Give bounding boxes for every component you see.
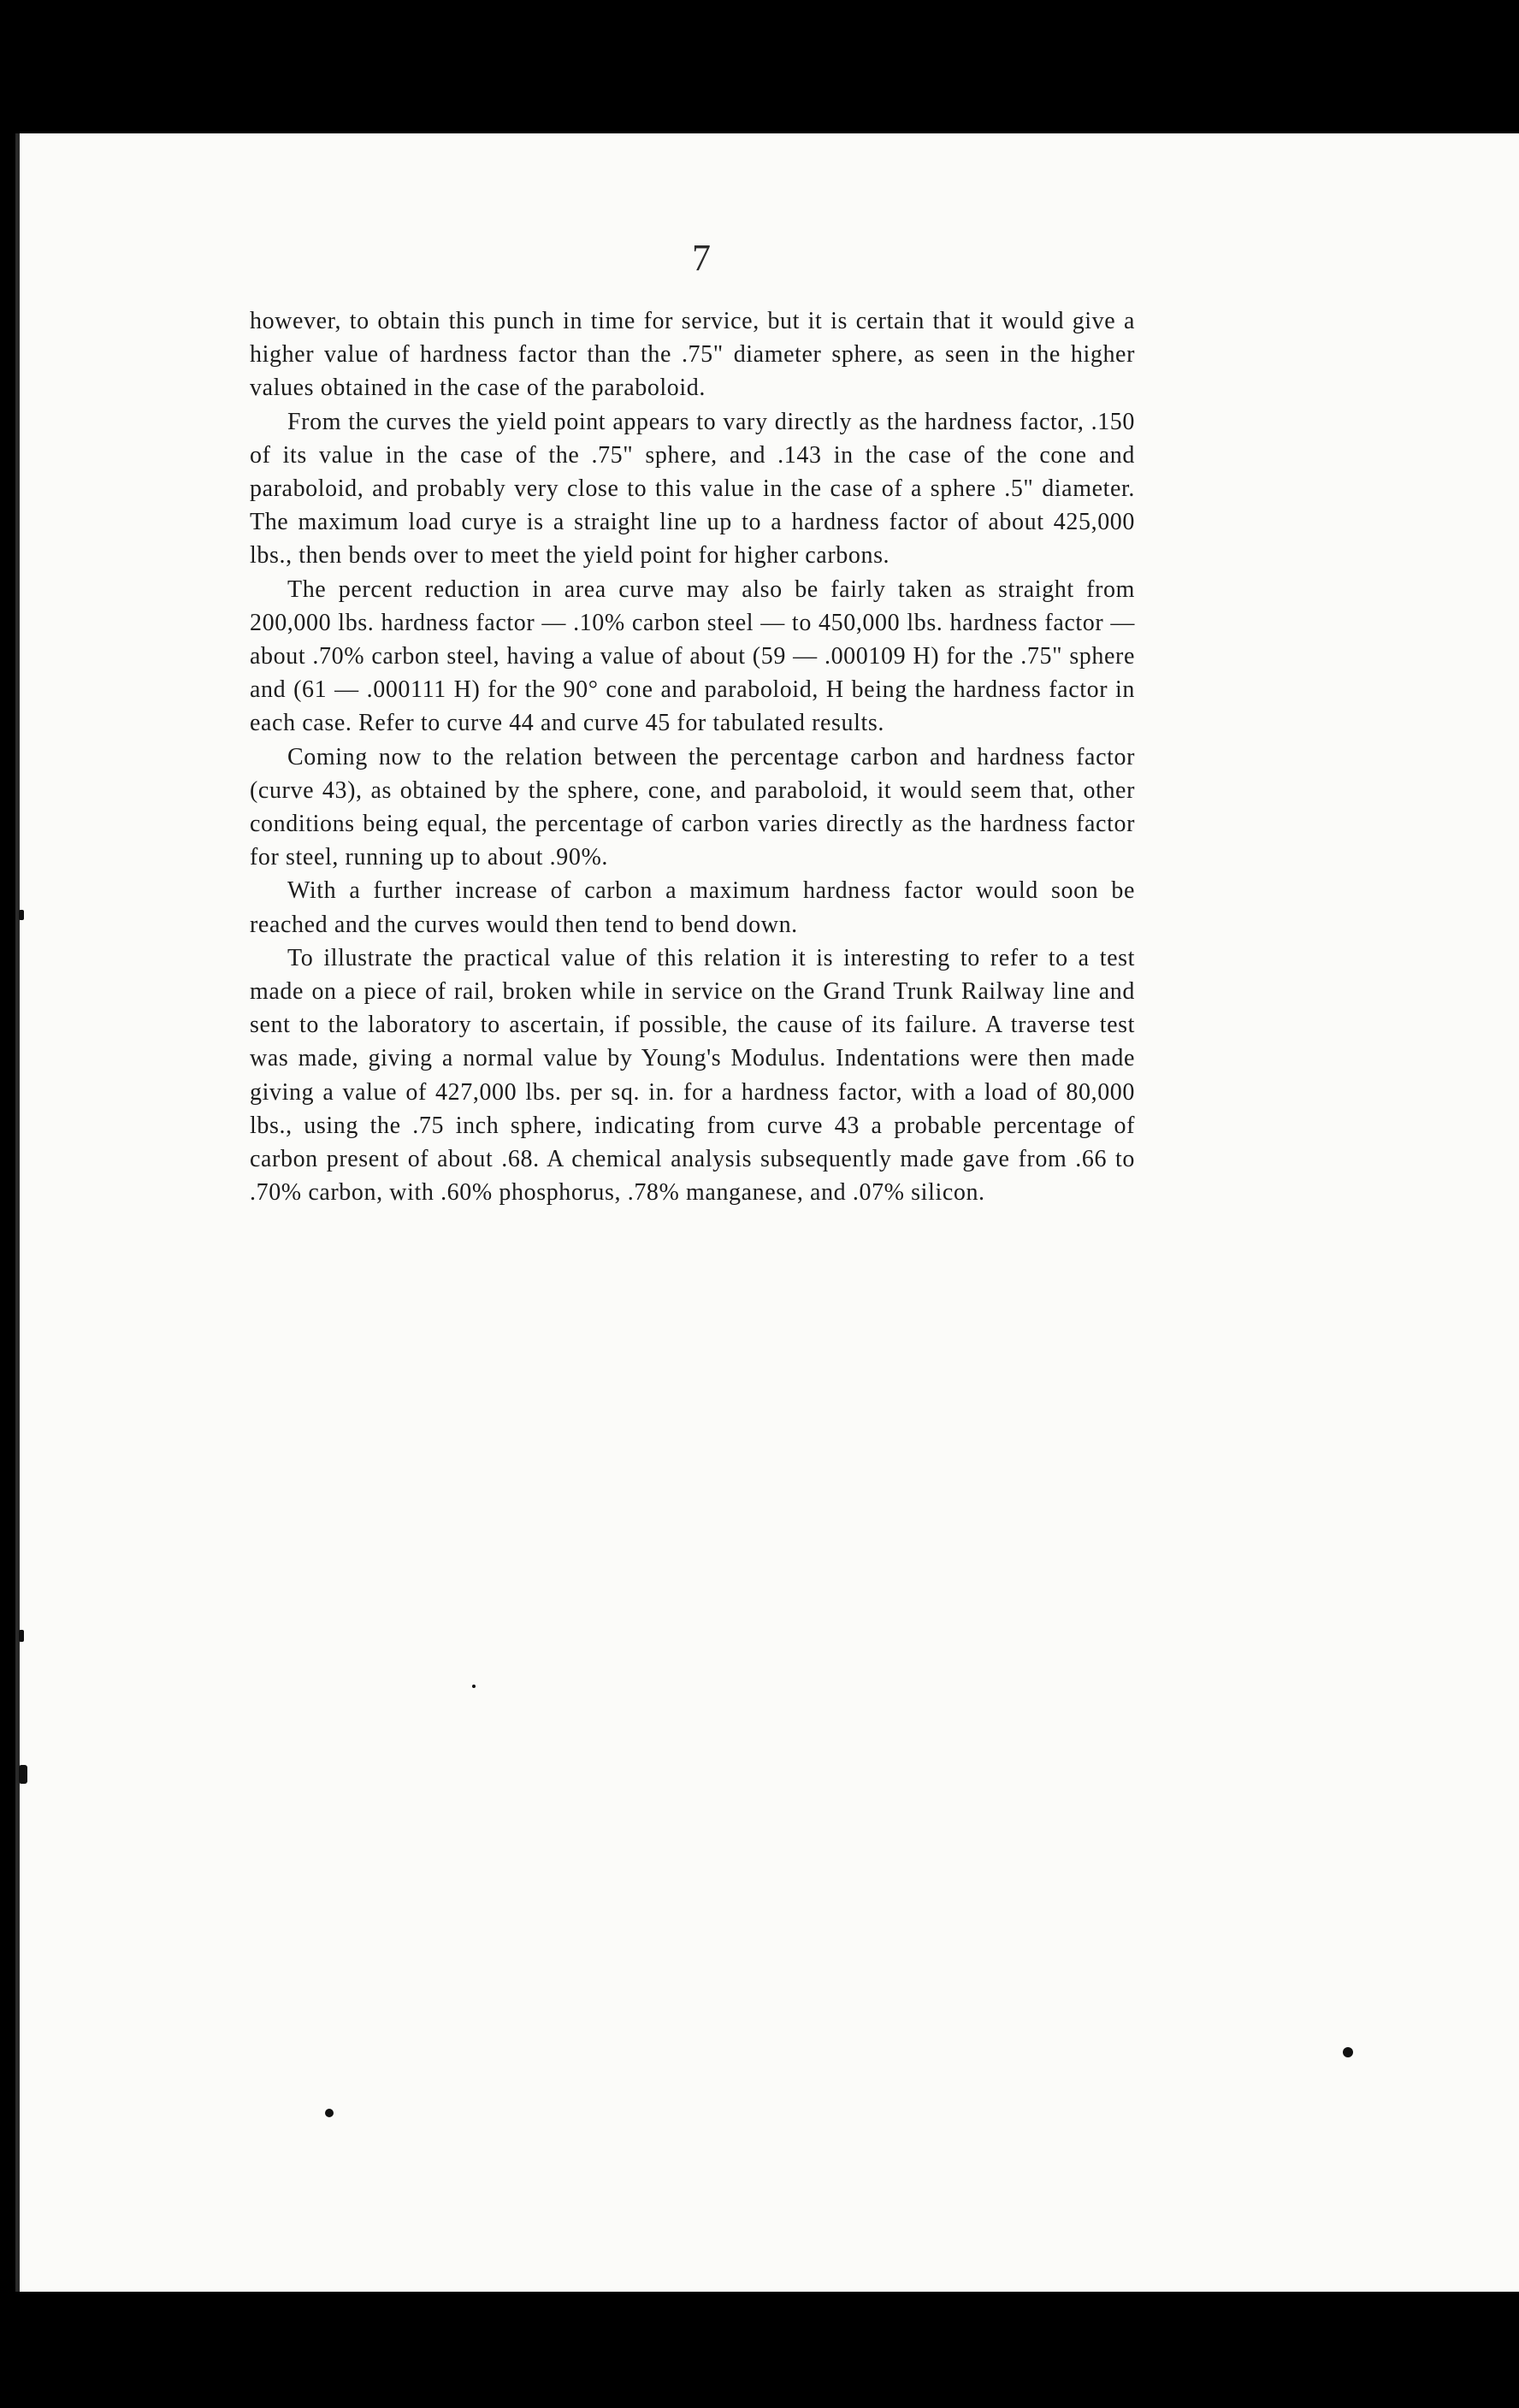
paragraph-3: The percent reduction in area curve may also be fairly taken as straight from 200,000 lbs. hardness factor — .10% carbon steel — to 450,000 lbs. hardness factor — about .70% carbon steel, having a value of about (59 — .000109 H) for the .75" sphere and (61 — .000111 H) for the 90° cone and paraboloid, H being the hardness factor in each case. Refer to curve 44 and curve 45 for tabulated results. <box>250 575 1135 737</box>
scan-speck <box>325 2109 334 2117</box>
paragraph-6: To illustrate the practical value of this relation it is interesting to refer to a test made on a piece of rail, broken while in service on the Grand Trunk Railway line and sent to the laboratory to ascertain, if possible, the cause of its failure. A traverse test was made, giving a normal value by Young's Modulus. Indentations were then made giving a value of 427,000 lbs. per sq. in. for a hardness factor, with a load of 80,000 lbs., using the .75 inch sphere, indicating from curve 43 a probable percentage of carbon present of about .68. A chemical analysis subsequently made gave from .66 to .70% carbon, with .60% phosphorus, .78% manganese, and .07% silicon. <box>250 944 1135 1207</box>
body-text <box>250 304 1135 1209</box>
scan-speck <box>19 910 24 920</box>
scan-speck <box>19 1765 27 1784</box>
scan-speck <box>19 1630 24 1642</box>
paragraph-4: Coming now to the relation between the percentage carbon and hardness factor (curve 43), as obtained by the sphere, cone, and paraboloid, it would seem that, other conditions being equal, the percentage of carbon varies directly as the hardness factor for steel, running up to about .90%. <box>250 743 1135 871</box>
page-number: 7 <box>692 237 711 279</box>
page-edge-shadow <box>15 133 20 2292</box>
paragraph-5: With a further increase of carbon a maximum hardness factor would soon be reached and the curves would then tend to bend down. <box>250 877 1135 938</box>
scan-speck <box>1343 2047 1353 2057</box>
paragraph-2: From the curves the yield point appears to vary directly as the hardness factor, .150 of its value in the case of the .75" sphere, and .143 in the case of the cone and paraboloid, and probably very close to this value in the case of a sphere .5" diameter. The maximum load curye is a straight line up to a hardness factor of about 425,000 lbs., then bends over to meet the yield point for higher carbons. <box>250 408 1135 570</box>
paragraph-1: however, to obtain this punch in time for service, but it is certain that it would give a higher value of hardness factor than the .75" diameter sphere, as seen in the higher values obtained in the case of the paraboloid. <box>250 308 1135 402</box>
scan-speck <box>472 1685 476 1688</box>
